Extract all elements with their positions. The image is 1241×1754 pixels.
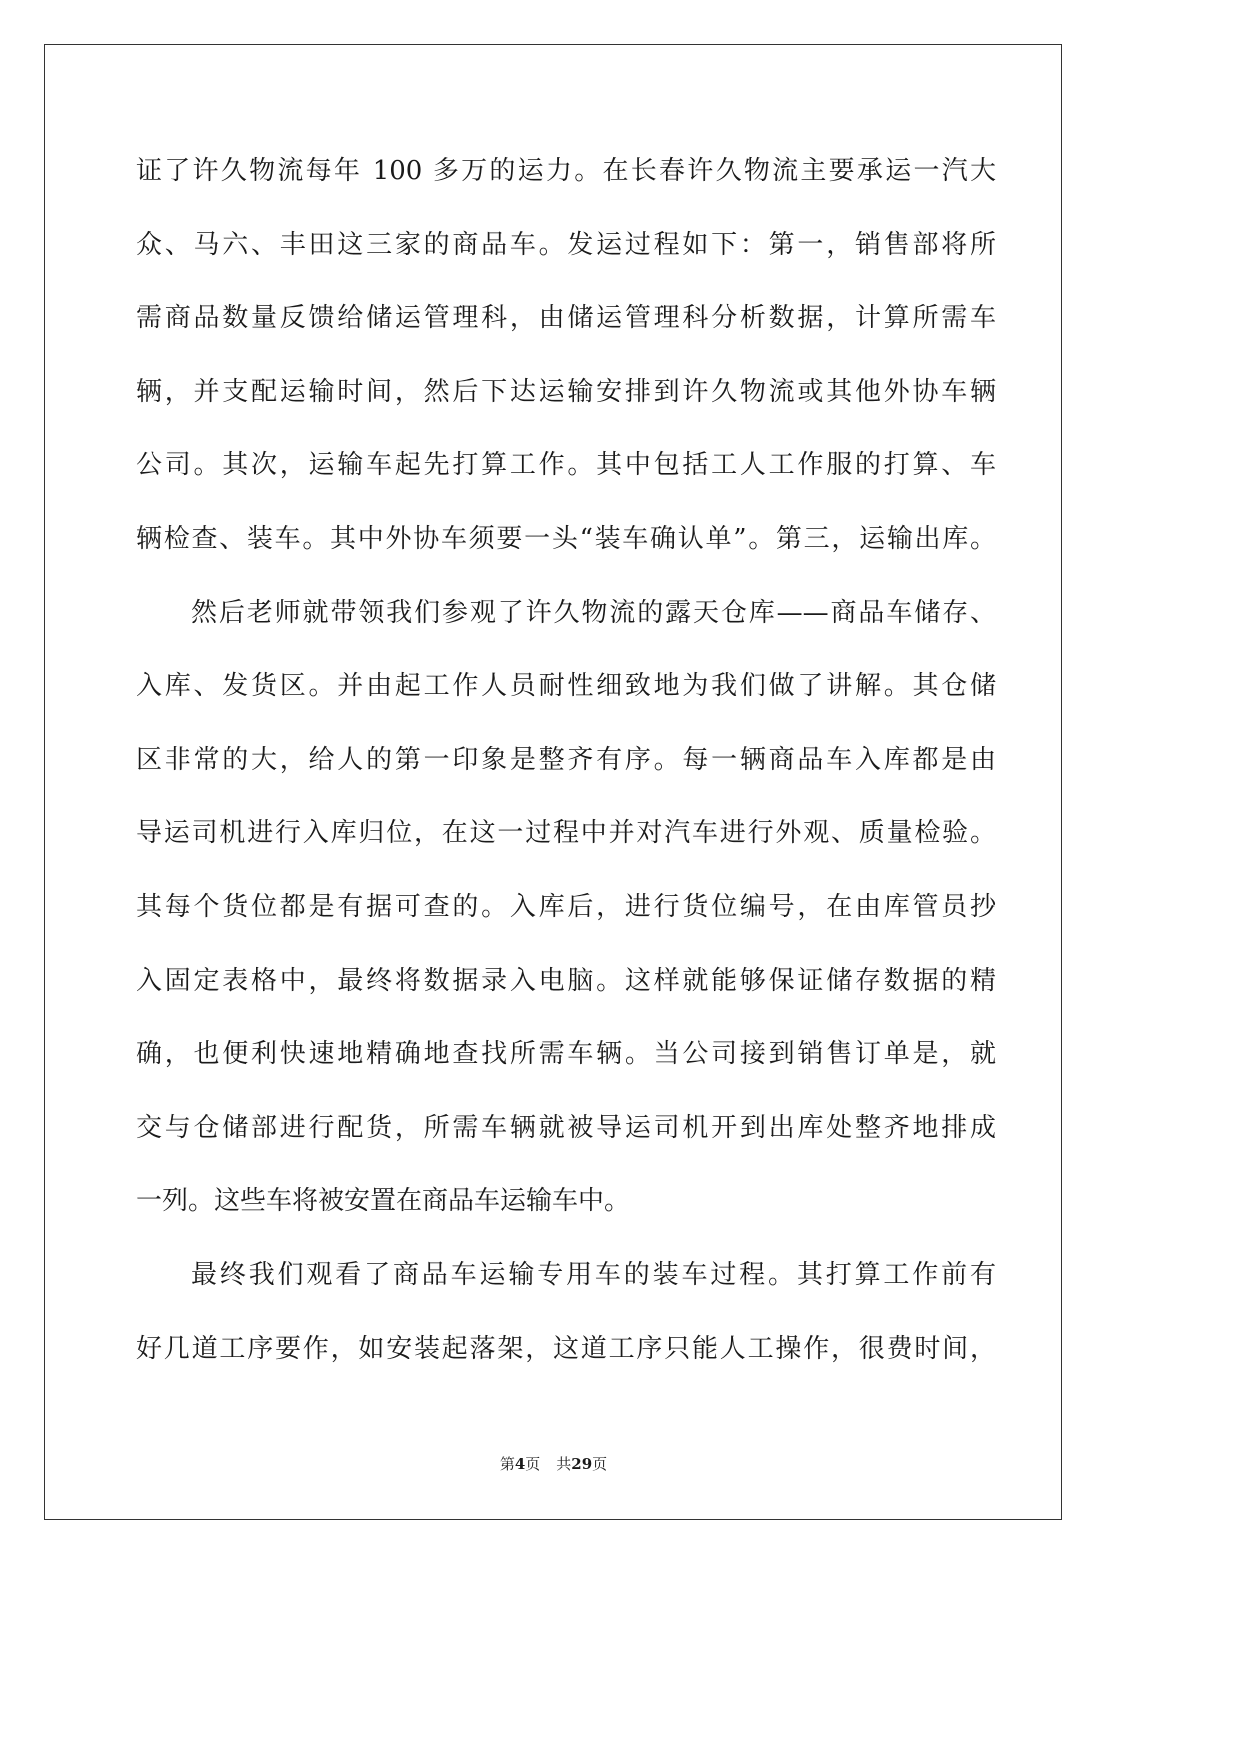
text-line: 交与仓储部进行配货，所需车辆就被导运司机开到出库处整齐地排成 bbox=[136, 1112, 996, 1143]
text-line: 好几道工序要作，如安装起落架，这道工序只能人工操作，很费时间， bbox=[136, 1333, 996, 1364]
text-line: 需商品数量反馈给储运管理科，由储运管理科分析数据，计算所需车 bbox=[136, 303, 996, 334]
current-page-number: 4 bbox=[514, 1455, 526, 1473]
paragraph-first-line: 最终我们观看了商品车运输专用车的装车过程。其打算工作前有 bbox=[191, 1259, 996, 1290]
paragraph-last-line: 一列。这些车将被安置在商品车运输车中。 bbox=[136, 1186, 631, 1217]
text-line: 确，也便利快速地精确地查找所需车辆。当公司接到销售订单是，就 bbox=[136, 1039, 996, 1070]
body-text bbox=[136, 142, 996, 1393]
footer-page-suffix: 页 bbox=[525, 1455, 541, 1473]
text-line: 辆，并支配运输时间，然后下达运输安排到许久物流或其他外协车辆 bbox=[136, 376, 996, 407]
page-footer bbox=[0, 1453, 1107, 1474]
text-line: 辆检查、装车。其中外协车须要一头“装车确认单”。第三，运输出库。 bbox=[136, 523, 996, 554]
paragraph-first-line: 然后老师就带领我们参观了许久物流的露天仓库——商品车储存、 bbox=[191, 597, 996, 628]
text-line: 入固定表格中，最终将数据录入电脑。这样就能够保证储存数据的精 bbox=[136, 965, 996, 996]
text-line: 证了许久物流每年 100 多万的运力。在长春许久物流主要承运一汽大 bbox=[136, 156, 996, 186]
footer-prefix: 第 bbox=[499, 1455, 515, 1473]
total-page-number: 29 bbox=[571, 1455, 593, 1473]
text-line: 入库、发货区。并由起工作人员耐性细致地为我们做了讲解。其仓储 bbox=[136, 671, 996, 702]
text-line: 其每个货位都是有据可查的。入库后，进行货位编号，在由库管员抄 bbox=[136, 891, 996, 922]
footer-total-suffix: 页 bbox=[592, 1455, 608, 1473]
text-line: 导运司机进行入库归位，在这一过程中并对汽车进行外观、质量检验。 bbox=[136, 818, 996, 849]
footer-total-prefix: 共 bbox=[556, 1455, 572, 1473]
text-line: 公司。其次，运输车起先打算工作。其中包括工人工作服的打算、车 bbox=[136, 450, 996, 481]
text-line: 区非常的大，给人的第一印象是整齐有序。每一辆商品车入库都是由 bbox=[136, 744, 996, 775]
text-line: 众、马六、丰田这三家的商品车。发运过程如下：第一，销售部将所 bbox=[136, 229, 996, 260]
